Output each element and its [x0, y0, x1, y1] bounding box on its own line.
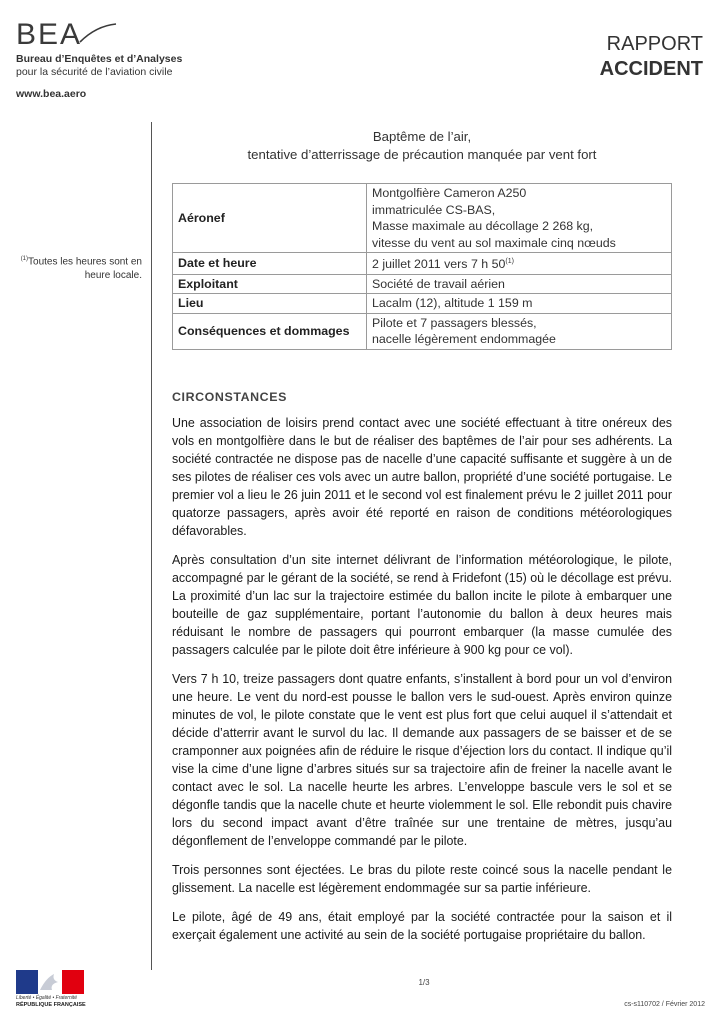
row-label: Lieu — [173, 294, 367, 314]
report-type-line2: ACCIDENT — [599, 58, 703, 80]
footnote-marker: (1) — [20, 256, 29, 262]
table-row — [173, 184, 672, 253]
logo-text: BEA — [16, 18, 83, 51]
title-line1: Baptême de l’air, — [372, 129, 472, 144]
info-table — [172, 183, 672, 350]
value-line: immatriculée CS-BAS, — [372, 202, 496, 217]
website-link[interactable]: www.bea.aero — [16, 88, 87, 100]
body-text — [172, 414, 672, 955]
footnote-ref: (1) — [505, 258, 514, 265]
org-subtitle: pour la sécurité de l’aviation civile — [16, 66, 173, 78]
org-name: Bureau d’Enquêtes et d’Analyses — [16, 53, 183, 65]
row-value: Lacalm (12), altitude 1 159 m — [367, 294, 672, 314]
report-type-line1: RAPPORT — [606, 33, 703, 55]
section-heading: CIRCONSTANCES — [172, 390, 287, 404]
table-row — [173, 313, 672, 349]
swoosh-icon — [78, 22, 118, 44]
paragraph: Trois personnes sont éjectées. Le bras du pilote reste coincé sous la nacelle pendant le glissement. La nacelle est légèrement endommagée sur sa partie inférieure. — [172, 863, 672, 895]
republic-motto: Liberté • Égalité • Fraternité — [16, 995, 78, 1001]
republic-name: RÉPUBLIQUE FRANÇAISE — [16, 1002, 86, 1008]
row-value: Société de travail aérien — [367, 274, 672, 294]
paragraph: Après consultation d’un site internet délivrant de l’information météorologique, le pilote, accompagné par le gérant de la société, se rend à Fridefont (15) où le décollage est prévu. La proximité d’un lac sur la trajectoire estimée du ballon incite le pilote à embarquer une bouteille de gaz supplémentaire, portant l’autonomie du ballon à deux heures mais réduisant le nombre de passagers qui pourront embarquer (la masse cumulée des passagers calculée par le pilote doit être inférieure à 900 kg pour ce vol). — [172, 553, 672, 657]
document-reference: cs-s110702 / Février 2012 — [624, 1001, 705, 1008]
table-row — [173, 274, 672, 294]
row-label: Exploitant — [173, 274, 367, 294]
value-line: nacelle légèrement endommagée — [372, 332, 556, 347]
row-label: Aéronef — [173, 184, 367, 253]
title-line2: tentative d’atterrissage de précaution manquée par vent fort — [247, 147, 597, 162]
table-row — [173, 294, 672, 314]
row-label: Date et heure — [173, 253, 367, 275]
paragraph: Une association de loisirs prend contact avec une société effectuant à titre onéreux des vols en montgolfière dans le but de réaliser des baptêmes de l’air pour ses adhérents. La société contractée ne dispose pas de nacelle d’une capacité suffisante et suggère à un de ses pilotes de réaliser ces vols avec un autre ballon, propriété d’une société portugaise. Le premier vol a lieu le 26 juin 2011 et le second vol est finalement prévu le 2 juillet 2011 pour quatorze passagers, après avoir été reporté en raison de conditions météorologiques défavorables. — [172, 416, 672, 538]
value-line: Pilote et 7 passagers blessés, — [372, 315, 537, 330]
value-line: Masse maximale au décollage 2 268 kg, — [372, 219, 594, 233]
value-line: Montgolfière Cameron A250 — [372, 186, 527, 200]
row-value — [367, 184, 672, 253]
value-line: vitesse du vent au sol maximale cinq nœuds — [372, 235, 616, 250]
row-label: Conséquences et dommages — [173, 313, 367, 349]
bea-logo — [16, 20, 82, 50]
paragraph: Vers 7 h 10, treize passagers dont quatre enfants, s’installent à bord pour un vol d’environ une heure. Le vent du nord-est pousse le ballon vers le sud-ouest. Après environ quinze minutes de vol, le pilote constate que le vent est plus fort que celui auquel il s’attendait et décide d’atterrir avant le survol du lac. Il demande aux passagers de se baisser et de se cramponner aux poignées afin de réduire le risque d’éjection lors du contact. Il indique qu’il vise la cime d’une ligne d’arbres situés sur sa trajectoire afin de freiner la nacelle avant le contact avec le sol. La nacelle heurte les arbres. L’enveloppe bascule vers le sol et se dégonfle tandis que la nacelle chute et heurte violemment le sol. Elle rebondit puis chavire lors du second impact avant d’être traînée sur une trentaine de mètres, jusqu’au dégonflement de l’enveloppe commandé par le pilote. — [172, 672, 672, 848]
paragraph: Le pilote, âgé de 49 ans, était employé par la société contractée pour la saison et il exerçait également une activité au sein de la société portugaise propriétaire du ballon. — [172, 910, 672, 942]
row-value — [367, 313, 672, 349]
row-value — [367, 253, 672, 275]
footnote — [20, 252, 142, 283]
value-line: 2 juillet 2011 vers 7 h 50 — [372, 257, 506, 272]
report-title — [172, 128, 672, 164]
footnote-text: Toutes les heures sont en heure locale. — [28, 256, 142, 282]
margin-divider — [151, 122, 152, 970]
table-row — [173, 253, 672, 275]
page-number: 1/3 — [418, 978, 430, 987]
